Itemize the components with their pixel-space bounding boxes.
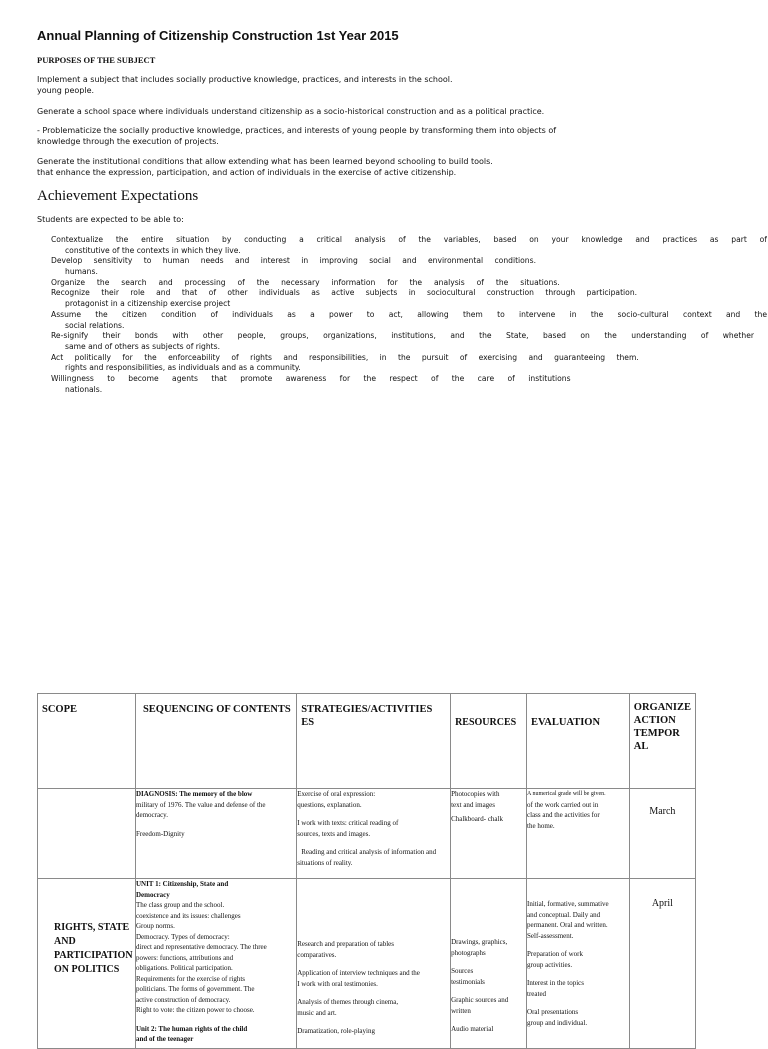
purpose-line: knowledge through the execution of projects.: [37, 137, 219, 146]
cell-text: class and the activities for: [527, 811, 600, 819]
temporal-cell: March: [629, 789, 695, 879]
cell-text: I work with texts: critical reading of: [297, 819, 399, 827]
cell-text: group activities.: [527, 960, 573, 969]
cell-text: politicians. The forms of government. The: [135, 985, 255, 993]
expectation-item: Contextualize the entire situation by conducting a critical analysis of the variables, based on your knowledge and practices as part of: [51, 235, 767, 244]
expectation-continuation: constitutive of the contexts in which they live.: [65, 245, 241, 255]
expectation-item: Assume the citizen condition of individuals as a power to act, allowing them to intervene in the socio-cultural context and the: [51, 309, 767, 319]
expectation-item: Willingness to become agents that promote awareness for the respect of the care of institutions: [51, 373, 571, 383]
purpose-line: Generate a school space where individuals understand citizenship as a socio-historical construction and as a political practice.: [37, 107, 545, 116]
cell-text: I work with oral testimonies.: [297, 979, 378, 988]
cell-text: and of the teenager: [135, 1035, 194, 1043]
header-scope: SCOPE: [38, 694, 136, 789]
purpose-line: young people.: [37, 86, 95, 95]
cell-text: comparatives.: [297, 950, 337, 959]
intro-text: Students are expected to be able to:: [37, 215, 184, 224]
cell-text: military of 1976. The value and defense of the: [135, 800, 266, 809]
scope-cell: RIGHTS, STATE AND PARTICIPATION ON POLITICS: [38, 879, 136, 1049]
purpose-line: - Problematicize the socially productive knowledge, practices, and interests of young people by transforming them into objects of: [37, 126, 557, 135]
cell-text: Application of interview techniques and the: [297, 969, 420, 977]
cell-text: text and images: [451, 800, 496, 809]
cell-text: Analysis of themes through cinema,: [297, 998, 399, 1006]
expectation-continuation: protagonist in a citizenship exercise project: [65, 299, 231, 309]
expectation-item: Organize the search and processing of the necessary information for the analysis of the situations.: [51, 277, 560, 287]
purpose-line: Implement a subject that includes socially productive knowledge, practices, and interests in the school.: [37, 75, 453, 84]
temporal-cell: April: [629, 879, 695, 1049]
cell-text: Democracy. Types of democracy:: [135, 932, 230, 941]
cell-text: Self-assessment.: [527, 931, 574, 940]
cell-text: Freedom-Dignity: [135, 829, 185, 838]
cell-text: Democracy: [135, 890, 170, 899]
cell-text: and conceptual. Daily and: [527, 910, 601, 919]
table-row: [38, 879, 696, 1049]
cell-text: written: [451, 1006, 471, 1015]
cell-text: Audio material: [451, 1025, 494, 1033]
expectation-item: Develop sensitivity to human needs and interest in improving social and environmental conditions.: [51, 256, 536, 266]
cell-text: obligations. Political participation.: [135, 964, 233, 972]
cell-text: the home.: [527, 821, 555, 830]
cell-text: Research and preparation of tables: [297, 940, 395, 948]
purpose-line: that enhance the expression, participation, and action of individuals in the exercise of active citizenship.: [37, 168, 457, 177]
header-sequencing: SEQUENCING OF CONTENTS: [135, 694, 296, 789]
cell-text: Drawings, graphics,: [451, 938, 508, 946]
resources-cell: [451, 879, 527, 1049]
cell-text: Requirements for the exercise of rights: [135, 974, 246, 983]
cell-text: democracy.: [135, 811, 168, 819]
resources-cell: [451, 789, 527, 879]
header-resources: RESOURCES: [451, 694, 527, 789]
header-organize: ORGANIZE ACTION TEMPOR AL: [629, 694, 695, 789]
expectation-continuation: humans.: [65, 267, 98, 277]
table-row: [38, 789, 696, 879]
cell-text: coexistence and its issues: challenges: [135, 911, 241, 920]
cell-text: Right to vote: the citizen power to choose.: [135, 1006, 255, 1014]
expectation-item: Re-signify their bonds with other people, groups, organizations, institutions, and the State, based on the understanding of whether: [51, 331, 754, 341]
sequencing-cell: [135, 879, 296, 1049]
strategies-cell: [297, 879, 451, 1049]
cell-text: questions, explanation.: [297, 800, 362, 809]
purpose-paragraph: [37, 125, 597, 147]
cell-text: permanent. Oral and written.: [527, 921, 608, 929]
cell-text: UNIT 1: Citizenship, State and: [135, 880, 229, 888]
header-evaluation: EVALUATION: [527, 694, 630, 789]
planning-table: [37, 693, 696, 1049]
evaluation-cell: [527, 789, 630, 879]
cell-text: Preparation of work: [527, 950, 583, 958]
sequencing-cell: [135, 789, 296, 879]
purpose-paragraph: [37, 74, 597, 96]
expectation-continuation: nationals.: [65, 384, 103, 394]
table-header-row: [38, 694, 696, 789]
cell-text: sources, texts and images.: [297, 829, 371, 838]
expectation-continuation: same and of others as subjects of rights.: [65, 341, 220, 351]
cell-text: of the work carried out in: [527, 800, 599, 809]
cell-text: Graphic sources and: [451, 996, 509, 1004]
cell-text: Dramatization, role-playing: [297, 1027, 375, 1035]
scope-cell: [38, 789, 136, 879]
header-strategies: STRATEGIES/ACTIVITIES ES: [297, 694, 451, 789]
cell-text: Chalkboard- chalk: [451, 815, 503, 823]
cell-text: powers: functions, attributions and: [135, 953, 234, 962]
cell-text: music and art.: [297, 1008, 337, 1017]
purposes-heading: PURPOSES OF THE SUBJECT: [37, 55, 156, 65]
cell-text: Interest in the topics: [527, 979, 584, 987]
cell-text: active construction of democracy.: [135, 995, 231, 1004]
cell-text: group and individual.: [527, 1018, 588, 1027]
cell-text: photographs: [451, 948, 486, 957]
expectation-continuation: social relations.: [65, 320, 125, 330]
expectation-continuation: rights and responsibilities, as individuals and as a community.: [65, 363, 301, 373]
cell-text: situations of reality.: [297, 858, 353, 867]
strategies-cell: [297, 789, 451, 879]
cell-text: A numerical grade will be given.: [527, 791, 606, 797]
achievement-heading: Achievement Expectations: [37, 188, 199, 204]
cell-text: Photocopies with: [451, 790, 500, 798]
cell-text: testimonials: [451, 977, 485, 986]
cell-text: Initial, formative, summative: [527, 900, 609, 908]
cell-text: Reading and critical analysis of information and: [301, 848, 437, 856]
cell-text: direct and representative democracy. The three: [135, 943, 267, 951]
purpose-paragraph: [37, 106, 597, 117]
purpose-paragraph: [37, 156, 597, 178]
cell-text: treated: [527, 989, 547, 998]
cell-text: Group norms.: [135, 922, 175, 930]
purpose-line: Generate the institutional conditions that allow extending what has been learned beyond schooling to build tools.: [37, 157, 493, 166]
expectation-item: Act politically for the enforceability of rights and responsibilities, in the pursuit of exercising and guaranteeing them.: [51, 352, 639, 362]
expectation-item: Recognize their role and that of other individuals as active subjects in sociocultural construction through participation.: [51, 288, 638, 298]
cell-text: Exercise of oral expression:: [297, 790, 376, 798]
cell-text: Oral presentations: [527, 1008, 579, 1016]
cell-text: The class group and the school.: [135, 901, 225, 909]
document-title: Annual Planning of Citizenship Construction 1st Year 2015: [37, 28, 399, 43]
cell-text: Unit 2: The human rights of the child: [135, 1024, 248, 1033]
evaluation-cell: [527, 879, 630, 1049]
cell-text: Sources: [451, 967, 474, 975]
expectations-list: [51, 235, 767, 395]
cell-text: DIAGNOSIS: The memory of the blow: [135, 790, 253, 798]
